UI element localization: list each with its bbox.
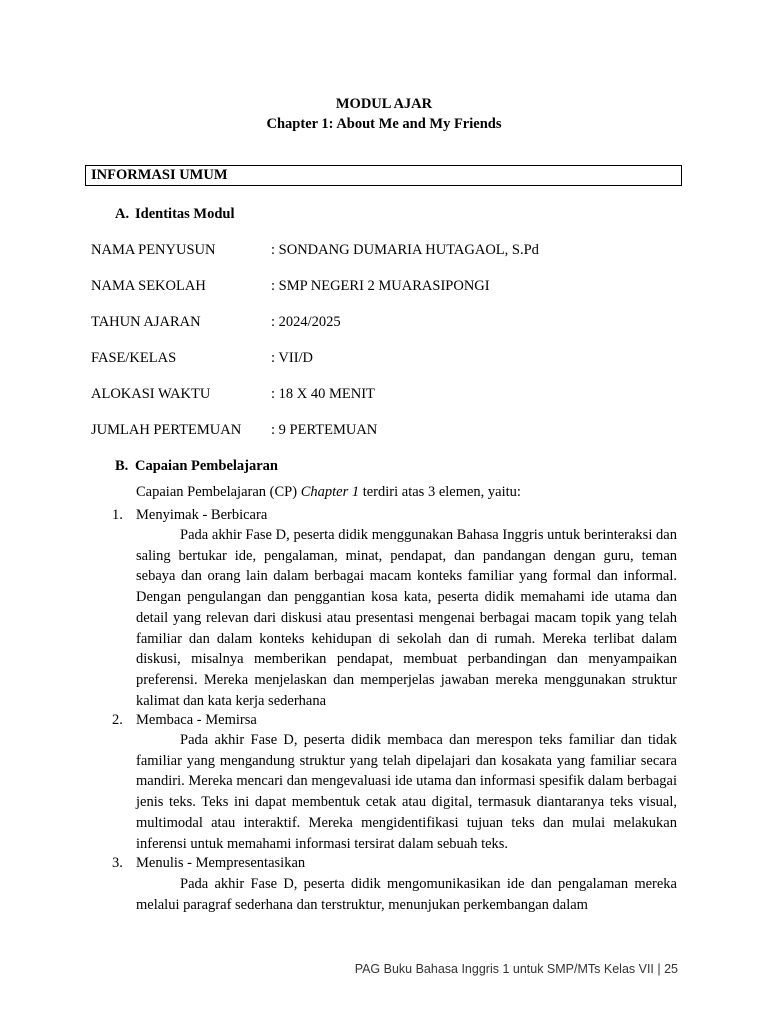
identity-value: : SMP NEGERI 2 MUARASIPONGI [271,278,490,294]
intro-text-post: terdiri atas 3 elemen, yaitu: [359,484,521,500]
document-subtitle: Chapter 1: About Me and My Friends [266,116,502,132]
list-item-number: 3. [112,855,123,871]
paragraph-text: Pada akhir Fase D, peserta didik membaca dan merespon teks familiar dan tidak familiar yang mengandung struktur yang telah dipelajari dan kosakata yang familiar secara mandiri. Mereka mencari dan mengevaluasi ide utama dan informasi spesifik dalam berbagai jenis teks. Teks ini dapat membentuk cetak atau digital, termasuk diantaranya teks visual, multimodal atau interaktif. Mereka mengidentifikasi tujuan teks dan mulai melakukan inferensi untuk memahami informasi tersirat dalam sebuah teks. [136,732,677,852]
list-item-number: 1. [112,507,123,523]
section-b-intro [136,484,521,501]
list-item-number: 2. [112,712,123,728]
identity-label: FASE/KELAS [91,350,177,366]
identity-value: : 9 PERTEMUAN [271,422,378,438]
identity-label: NAMA SEKOLAH [91,278,206,294]
identity-label: NAMA PENYUSUN [91,242,216,258]
paragraph-text: Pada akhir Fase D, peserta didik mengomunikasikan ide dan pengalaman mereka melalui paragraf sederhana dan terstruktur, menunjukan perkembangan dalam [136,876,677,913]
identity-label: TAHUN AJARAN [91,314,201,330]
section-a-title: Identitas Modul [135,206,235,222]
list-item-paragraph [136,730,677,854]
list-item-paragraph [136,525,677,711]
list-item-title: Menyimak - Berbicara [136,507,268,523]
document-title: MODUL AJAR [335,96,433,112]
identity-label: JUMLAH PERTEMUAN [91,422,242,438]
identity-value: : 2024/2025 [271,314,341,330]
identity-value: : SONDANG DUMARIA HUTAGAOL, S.Pd [271,242,539,258]
identity-value: : 18 X 40 MENIT [271,386,375,402]
identity-label: ALOKASI WAKTU [91,386,211,402]
page-footer: PAG Buku Bahasa Inggris 1 untuk SMP/MTs Kelas VII | 25 [354,962,678,976]
paragraph-text: Pada akhir Fase D, peserta didik menggunakan Bahasa Inggris untuk berinteraksi dan saling bertukar ide, pengalaman, minat, pendapat, dan pandangan dengan guru, teman sebaya dan orang lain dalam berbagai macam konteks familiar yang formal dan informal. Dengan pengulangan dan penggantian kosa kata, peserta didik memahami ide utama dan detail yang relevan dari diskusi atau presentasi mengenai berbagai macam topik yang telah familiar dan dalam konteks kehidupan di sekolah dan di rumah. Mereka terlibat dalam diskusi, misalnya memberikan pendapat, membuat perbandingan dan menyampaikan preferensi. Mereka menjelaskan dan memperjelas jawaban mereka menggunakan struktur kalimat dan kata kerja sederhana [136,527,677,709]
list-item-title: Membaca - Memirsa [136,712,257,728]
intro-text-italic: Chapter 1 [300,484,360,500]
identity-value: : VII/D [271,350,314,366]
info-section-label: INFORMASI UMUM [91,167,228,183]
section-a-letter: A. [115,206,130,222]
document-title-block [0,94,768,134]
section-b-heading [115,458,278,475]
list-item-title: Menulis - Mempresentasikan [136,855,306,871]
info-section-box [85,165,682,186]
section-b-letter: B. [115,458,129,474]
list-item-paragraph [136,874,677,915]
intro-text-pre: Capaian Pembelajaran (CP) [136,484,301,500]
section-a-heading [115,206,235,223]
section-b-title: Capaian Pembelajaran [135,458,278,474]
